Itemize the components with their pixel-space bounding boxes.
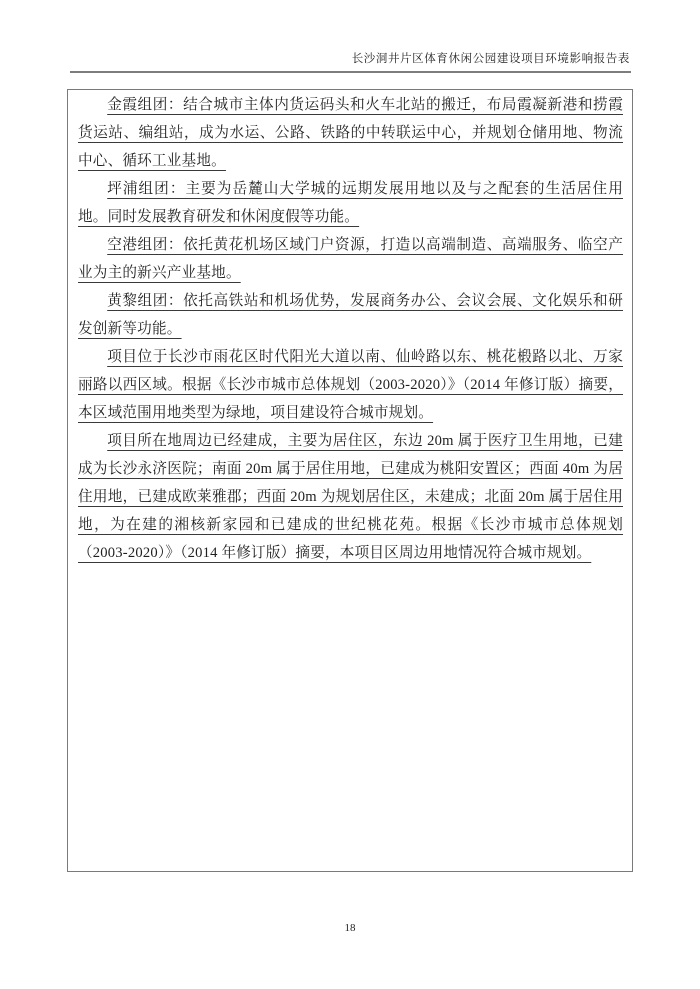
page-number: 18 [344, 922, 356, 934]
paragraph-project-location: 项目位于长沙市雨花区时代阳光大道以南、仙岭路以东、桃花椴路以北、万家丽路以西区域。根据《长沙市城市总体规划（2003-2020）》（2014 年修订版）摘要，本区域范围用地类型为绿地，项目建设符合城市规划。 [78, 349, 623, 421]
page-header [70, 50, 630, 66]
page-footer [0, 922, 700, 934]
paragraph-surrounding-land-use: 项目所在地周边已经建成，主要为居住区，东边 20m 属于医疗卫生用地，已建成为长沙永济医院；南面 20m 属于居住用地，已建成为桃阳安置区；西面 40m 为居住用地，已建成欧莱雅郡；西面 20m 为规划居住区，未建成；北面 20m 属于居住用地，为在建的湘核新家园和已建成的世纪桃花苑。根据《长沙市城市总体规划（2003-2020）》（2014 年修订版）摘要，本项目区周边用地情况符合城市规划。 [78, 433, 623, 561]
paragraph-jinxia-cluster: 金霞组团：结合城市主体内货运码头和火车北站的搬迁，布局霞凝新港和捞霞货运站、编组站，成为水运、公路、铁路的中转联运中心，并规划仓储用地、物流中心、循环工业基地。 [78, 97, 623, 169]
paragraph-huangli-cluster: 黄黎组团：依托高铁站和机场优势，发展商务办公、会议会展、文化娱乐和研发创新等功能。 [78, 293, 623, 337]
paragraph-konggang-cluster: 空港组团：依托黄花机场区域门户资源，打造以高端制造、高端服务、临空产业为主的新兴产业基地。 [78, 237, 623, 281]
content-table-cell [67, 89, 633, 872]
header-title: 长沙洞井片区体育休闲公园建设项目环境影响报告表 [351, 53, 630, 65]
header-rule [70, 71, 631, 73]
paragraph-pingpu-cluster: 坪浦组团：主要为岳麓山大学城的远期发展用地以及与之配套的生活居住用地。同时发展教育研发和休闲度假等功能。 [78, 181, 623, 225]
